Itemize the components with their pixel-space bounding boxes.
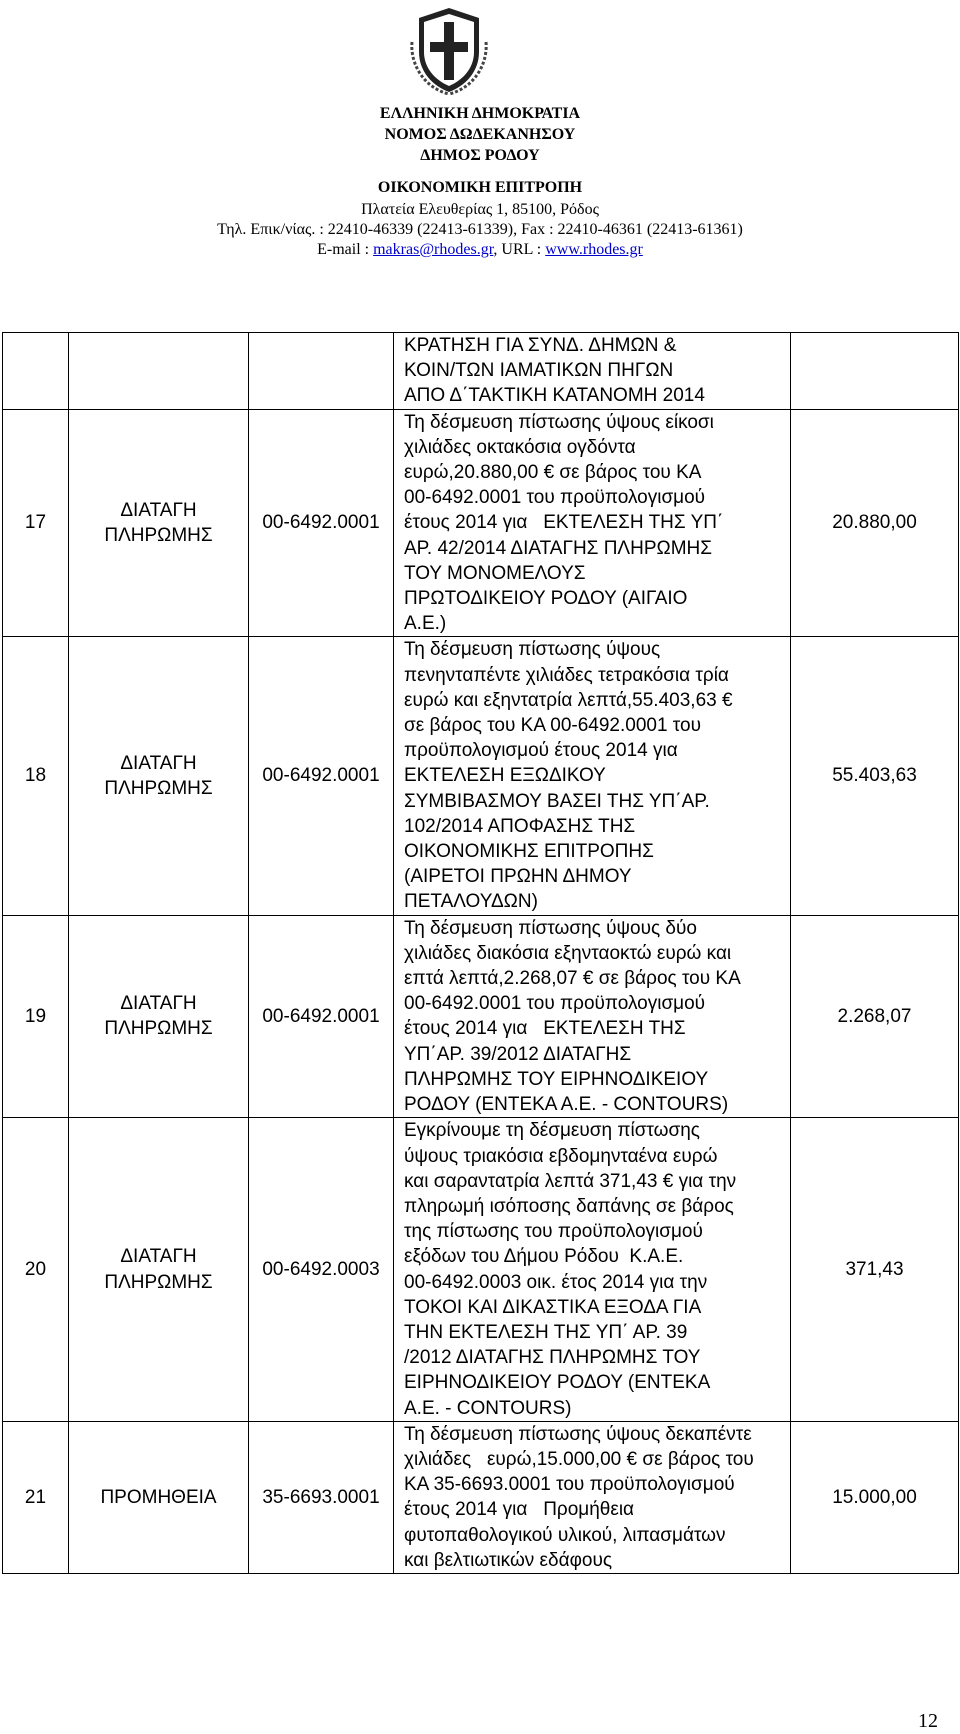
amount-value: 2.268,07 [837, 1005, 912, 1027]
budget-code-cell [249, 409, 394, 637]
description-line: σε βάρος του ΚΑ 00-6492.0001 του [404, 715, 701, 737]
header-republic: ΕΛΛΗΝΙΚΗ ΔΗΜΟΚΡΑΤΙΑ [379, 105, 581, 122]
description-line: ΚΡΑΤΗΣΗ ΓΙΑ ΣΥΝΔ. ΔΗΜΩΝ & [404, 335, 677, 356]
amount-cell [791, 1421, 959, 1573]
expense-type-line: ΔΙΑΤΑΓΗ [120, 499, 197, 521]
header-prefecture: ΝΟΜΟΣ ΔΩΔΕΚΑΝΗΣΟΥ [384, 126, 576, 143]
description-line: και βελτιωτικών εδάφους [404, 1549, 613, 1571]
description-line: 00-6492.0001 του προϋπολογισμού [404, 487, 706, 509]
row-number: 17 [24, 512, 47, 534]
expense-type-cell [69, 1421, 249, 1573]
description-cell [394, 333, 791, 410]
expense-type-line: ΠΛΗΡΩΜΗΣ [104, 525, 213, 547]
description-line: ΣΥΜΒΙΒΑΣΜΟΥ ΒΑΣΕΙ ΤΗΣ ΥΠ΄ΑΡ. [404, 790, 710, 812]
description-line: 102/2014 ΑΠΟΦΑΣΗΣ ΤΗΣ [404, 815, 636, 837]
description-line: ευρώ και εξηντατρία λεπτά,55.403,63 € [404, 689, 733, 711]
row-number-cell [3, 1118, 69, 1421]
commitments-table [2, 332, 959, 1574]
description-line: προϋπολογισμού έτους 2014 για [404, 740, 678, 762]
row-number: 21 [24, 1486, 47, 1508]
amount-value: 55.403,63 [832, 765, 917, 787]
description-line: της πίστωσης του προϋπολογισμού [404, 1221, 703, 1243]
header-municipality: ΔΗΜΟΣ ΡΟΔΟΥ [420, 147, 540, 164]
row-number-cell [3, 333, 69, 410]
description-cell [394, 409, 791, 637]
description-line: ΚΟΙΝ/ΤΩΝ ΙΑΜΑΤΙΚΩΝ ΠΗΓΩΝ [404, 360, 674, 382]
description-line: 00-6492.0001 του προϋπολογισμού [404, 993, 706, 1015]
website-link[interactable]: www.rhodes.gr [545, 241, 643, 258]
description-line: ΕΚΤΕΛΕΣΗ ΕΞΩΔΙΚΟΥ [404, 765, 606, 787]
row-number-cell [3, 915, 69, 1118]
description-line: Εγκρίνουμε τη δέσμευση πίστωσης [404, 1120, 700, 1142]
description-line: (ΑΙΡΕΤΟΙ ΠΡΩΗΝ ΔΗΜΟΥ [404, 866, 632, 888]
description-line: χιλιάδες διακόσια εξηνταοκτώ ευρώ και [404, 942, 732, 964]
description-line: ΟΙΚΟΝΟΜΙΚΗΣ ΕΠΙΤΡΟΠΗΣ [404, 841, 654, 863]
description-line: ΠΡΩΤΟΔΙΚΕΙΟΥ ΡΟΔΟΥ (ΑΙΓΑΙΟ [404, 588, 688, 610]
budget-code: 00-6492.0001 [262, 765, 380, 787]
description-line: ΠΛΗΡΩΜΗΣ ΤΟΥ ΕΙΡΗΝΟΔΙΚΕΙΟΥ [404, 1068, 709, 1090]
budget-code-cell [249, 1421, 394, 1573]
budget-code-cell [249, 333, 394, 410]
description-line: Α.Ε.) [404, 613, 447, 635]
description-line: ΤΟΚΟΙ ΚΑΙ ΔΙΚΑΣΤΙΚΑ ΕΞΟΔΑ ΓΙΑ [404, 1296, 702, 1318]
email-link[interactable]: makras@rhodes.gr [373, 241, 494, 258]
amount-cell [791, 637, 959, 915]
expense-type-line: ΔΙΑΤΑΓΗ [120, 1246, 197, 1268]
expense-type-line: ΠΡΟΜΗΘΕΙΑ [100, 1486, 217, 1508]
expense-type-cell [69, 637, 249, 915]
description-line: επτά λεπτά,2.268,07 € σε βάρος του ΚΑ [404, 968, 741, 990]
table-row [3, 637, 959, 915]
description-line: εξόδων του Δήμου Ρόδου Κ.Α.Ε. [404, 1246, 684, 1268]
row-number-cell [3, 637, 69, 915]
table-body [3, 333, 959, 1574]
header-phones: Τηλ. Επικ/νίας. : 22410-46339 (22413-61339), Fax : 22410-46361 (22413-61361) [217, 221, 743, 238]
expense-type-line: ΠΛΗΡΩΜΗΣ [104, 1018, 213, 1040]
description-cell [394, 637, 791, 915]
amount-value: 15.000,00 [832, 1486, 917, 1508]
budget-code: 00-6492.0001 [262, 512, 380, 534]
table-row [3, 333, 959, 410]
description-line: πληρωμή ισόποσης δαπάνης σε βάρος [404, 1195, 734, 1217]
budget-code: 00-6492.0003 [262, 1258, 380, 1280]
description-line: χιλιάδες οκτακόσια ογδόντα [404, 436, 636, 458]
amount-cell [791, 409, 959, 637]
budget-code: 00-6492.0001 [262, 1005, 380, 1027]
page-number: 12 [918, 1710, 938, 1732]
description-line: πενηνταπέντε χιλιάδες τετρακόσια τρία [404, 664, 729, 686]
description-cell [394, 1421, 791, 1573]
table-row [3, 1118, 959, 1421]
amount-cell [791, 1118, 959, 1421]
table-row [3, 409, 959, 637]
description-line: χιλιάδες ευρώ,15.000,00 € σε βάρος του [404, 1448, 754, 1470]
row-number-cell [3, 1421, 69, 1573]
description-line: και σαραντατρία λεπτά 371,43 € για την [404, 1170, 737, 1192]
description-line: Τη δέσμευση πίστωσης ύψους δεκαπέντε [404, 1423, 752, 1445]
budget-code: 35-6693.0001 [262, 1486, 380, 1508]
expense-type-line: ΠΛΗΡΩΜΗΣ [104, 1271, 213, 1293]
description-line: ευρώ,20.880,00 € σε βάρος του ΚΑ [404, 462, 702, 484]
description-line: έτους 2014 για ΕΚΤΕΛΕΣΗ ΤΗΣ ΥΠ΄ [404, 512, 724, 534]
description-line: ύψους τριακόσια εβδομηνταένα ευρώ [404, 1145, 718, 1167]
row-number: 19 [24, 1005, 47, 1027]
amount-cell [791, 333, 959, 410]
row-number: 20 [24, 1258, 47, 1280]
description-line: Τη δέσμευση πίστωσης ύψους [404, 639, 661, 661]
expense-type-cell [69, 409, 249, 637]
description-line: έτους 2014 για ΕΚΤΕΛΕΣΗ ΤΗΣ [404, 1018, 686, 1040]
description-line: έτους 2014 για Προμήθεια [404, 1499, 635, 1521]
description-line: ΠΕΤΑΛΟΥΔΩΝ) [404, 891, 538, 913]
header-contact [0, 240, 960, 260]
budget-code-cell [249, 915, 394, 1118]
description-line: ΑΠΟ Δ΄ΤΑΚΤΙΚΗ ΚΑΤΑΝΟΜΗ 2014 [404, 385, 705, 407]
hellenic-republic-seal-icon [408, 2, 490, 96]
header-committee: ΟΙΚΟΝΟΜΙΚΗ ΕΠΙΤΡΟΠΗ [377, 179, 583, 196]
expense-type-cell [69, 333, 249, 410]
amount-value: 371,43 [845, 1258, 904, 1280]
row-number-cell [3, 409, 69, 637]
description-line: φυτοπαθολογικού υλικού, λιπασμάτων [404, 1524, 726, 1546]
budget-code-cell [249, 1118, 394, 1421]
table-row [3, 915, 959, 1118]
table-row [3, 1421, 959, 1573]
email-label: E-mail : [317, 241, 374, 258]
amount-value: 20.880,00 [832, 512, 917, 534]
expense-type-line: ΔΙΑΤΑΓΗ [120, 993, 197, 1015]
description-line: Τη δέσμευση πίστωσης ύψους δύο [404, 917, 697, 939]
url-label: , URL : [493, 241, 546, 258]
expense-type-cell [69, 1118, 249, 1421]
description-line: ΡΟΔΟΥ (ΕΝΤΕΚΑ Α.Ε. - CONTOURS) [404, 1094, 729, 1116]
expense-type-line: ΔΙΑΤΑΓΗ [120, 752, 197, 774]
header-address: Πλατεία Ελευθερίας 1, 85100, Ρόδος [361, 201, 599, 218]
expense-type-line: ΠΛΗΡΩΜΗΣ [104, 778, 213, 800]
description-line: ΥΠ΄ΑΡ. 39/2012 ΔΙΑΤΑΓΗΣ [404, 1043, 632, 1065]
description-cell [394, 915, 791, 1118]
description-cell [394, 1118, 791, 1421]
description-line: ΤΗΝ ΕΚΤΕΛΕΣΗ ΤΗΣ ΥΠ΄ ΑΡ. 39 [404, 1321, 688, 1343]
description-line: Τη δέσμευση πίστωσης ύψους είκοσι [404, 411, 714, 433]
description-line: ΚΑ 35-6693.0001 του προϋπολογισμού [404, 1474, 735, 1496]
description-line: 00-6492.0003 οικ. έτος 2014 για την [404, 1271, 708, 1293]
description-line: ΕΙΡΗΝΟΔΙΚΕΙΟΥ ΡΟΔΟΥ (ΕΝΤΕΚΑ [404, 1372, 711, 1394]
expense-type-cell [69, 915, 249, 1118]
amount-cell [791, 915, 959, 1118]
description-line: ΑΡ. 42/2014 ΔΙΑΤΑΓΗΣ ΠΛΗΡΩΜΗΣ [404, 537, 712, 559]
row-number: 18 [24, 765, 47, 787]
budget-code-cell [249, 637, 394, 915]
description-line: ΤΟΥ ΜΟΝΟΜΕΛΟΥΣ [404, 562, 586, 584]
description-line: /2012 ΔΙΑΤΑΓΗΣ ΠΛΗΡΩΜΗΣ ΤΟΥ [404, 1347, 701, 1369]
description-line: Α.Ε. - CONTOURS) [404, 1397, 572, 1419]
